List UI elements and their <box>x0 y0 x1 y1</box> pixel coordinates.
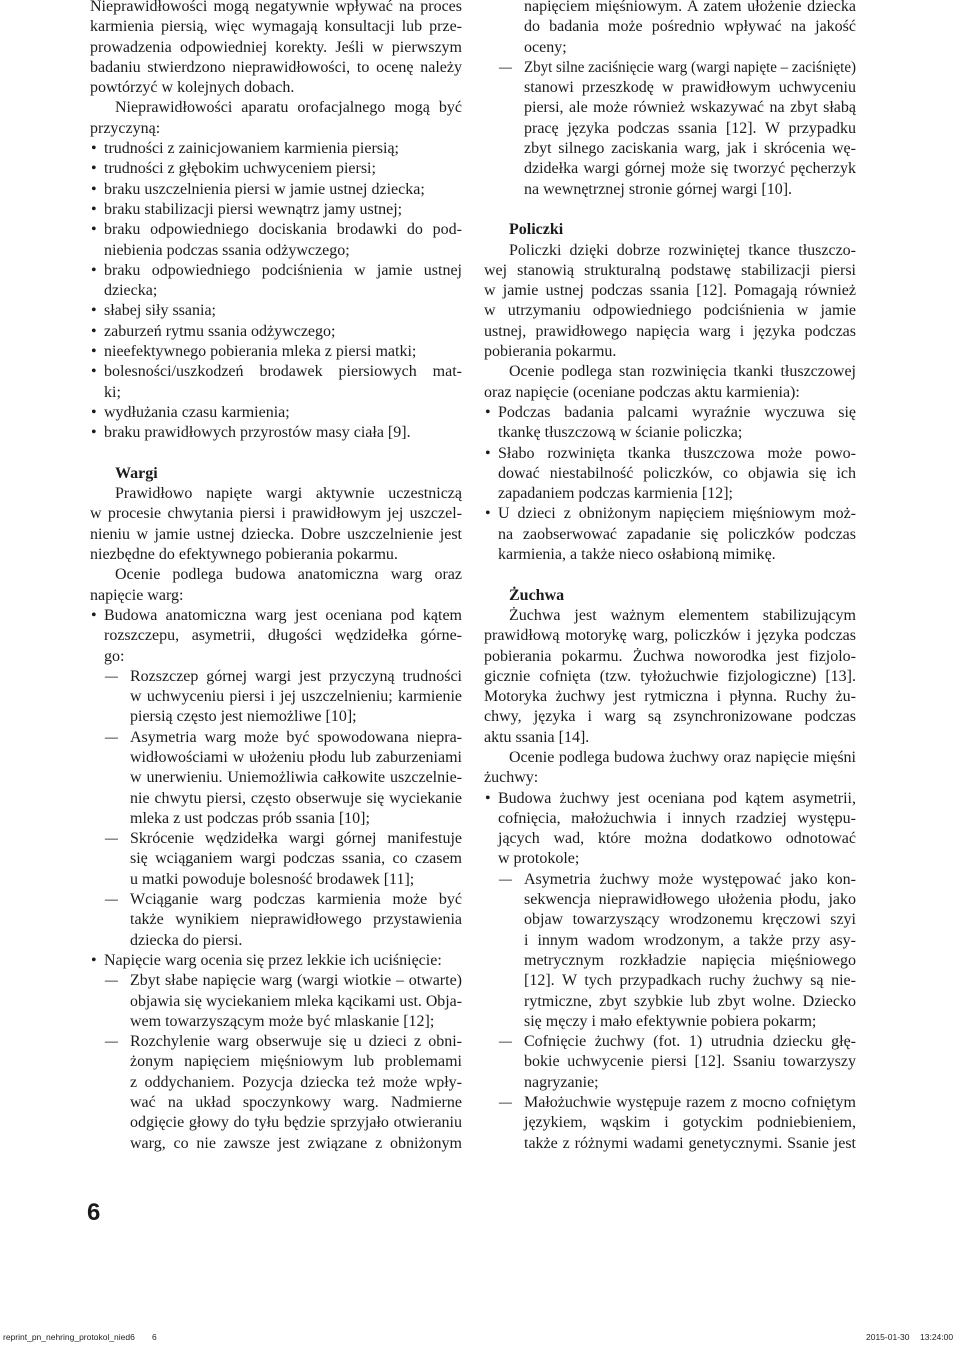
text-line-content: dziecka; <box>104 282 158 300</box>
text-line <box>90 119 462 139</box>
text-line <box>90 423 462 443</box>
text-line <box>484 992 856 1012</box>
bullet-marker: • <box>485 444 491 462</box>
text-line-content: wej stanowią strukturalną podstawę stabilizacji piersi <box>484 261 856 279</box>
text-line-content: dzidełka wargi górnej może się tworzyć pęcherzyk <box>524 160 856 178</box>
text-line-content: także z różnymi wadami genetycznymi. Ssanie jest <box>524 1134 856 1152</box>
text-line <box>90 870 462 890</box>
dash-marker: – <box>105 728 118 746</box>
text-line-content: Napięcie warg ocenia się przez lekkie ich uciśnięcie: <box>104 951 442 969</box>
text-line <box>90 180 462 200</box>
text-line-content: pobierania pokarmu. Żuchwa noworodka jest fizjolo- <box>484 647 856 665</box>
text-line <box>90 322 462 342</box>
text-line-content: Cofnięcie żuchwy (fot. 1) utrudnia dziecku głę- <box>524 1033 856 1051</box>
text-line-content: niebienia podczas ssania odżywczego; <box>104 241 350 259</box>
text-line <box>90 1073 462 1093</box>
text-line-content: Podczas badania palcami wyraźnie wyczuwa się <box>498 403 856 421</box>
bullet-marker: • <box>91 403 97 421</box>
text-line-content: dować niestabilność policzków, co objawia się ich <box>498 464 856 482</box>
text-line <box>90 525 462 545</box>
text-line-content: metrycznym rozkładzie napięcia mięśniowego <box>524 951 856 969</box>
print-slug-page: 6 <box>152 1332 157 1342</box>
bullet-marker: • <box>91 160 97 178</box>
text-line-content: chwy, języka i warg są zsynchronizowane podczas <box>484 708 856 726</box>
text-line <box>484 444 856 464</box>
text-line-content: [12]. W tych przypadkach ruchy żuchwy są nie- <box>524 972 856 990</box>
text-line-content: trudności z głębokim uchwyceniem piersi; <box>104 160 376 178</box>
text-line-content: się wciąganiem wargi podczas ssania, co czasem <box>130 850 462 868</box>
text-line-content: słabej siły ssania; <box>104 302 216 320</box>
text-line <box>484 687 856 707</box>
text-line-content: żuchwy: <box>484 769 539 787</box>
text-line-content: Budowa anatomiczna warg jest oceniana pod kątem <box>104 606 462 624</box>
text-line <box>484 504 856 524</box>
text-line <box>484 667 856 687</box>
text-line-content: także wynikiem nieprawidłowego przystawienia <box>130 911 462 929</box>
text-line <box>484 403 856 423</box>
text-line-content: rytmiczne, zbyt szybkie lub zbyt wolne. Dziecko <box>524 992 856 1010</box>
text-line-content: ustnej, prawidłowego napięcia warg i języka podczas <box>484 322 856 340</box>
text-line-content: sekwencja nieprawidłowego ułożenia płodu, jako <box>524 891 856 909</box>
text-line-content: zaburzeń rytmu ssania odżywczego; <box>104 322 336 340</box>
bullet-marker: • <box>91 424 97 442</box>
paragraph <box>484 748 856 789</box>
text-line-content: bolesności/uszkodzeń brodawek piersiowych mat- <box>104 363 462 381</box>
text-line <box>484 768 856 788</box>
text-line-content: w unerwieniu. Uniemożliwia całkowite uszczelnie- <box>130 769 462 787</box>
text-line-content: nieefektywnego pobierania mleka z piersi matki; <box>104 343 417 361</box>
text-line-content: Ocenie podlega stan rozwinięcia tkanki tłuszczowej <box>509 363 856 381</box>
text-line <box>484 17 856 37</box>
text-line <box>484 180 856 200</box>
section-heading-line <box>484 586 856 606</box>
bullet-marker: • <box>91 180 97 198</box>
text-line <box>484 606 856 626</box>
text-line-content: objaw towarzyszący wrodzonemu kręczowi szyi <box>524 911 856 929</box>
bullet-item <box>90 606 462 667</box>
dash-item <box>484 1093 856 1154</box>
bullet-item <box>90 159 462 179</box>
dash-item <box>90 971 462 1032</box>
text-line <box>90 504 462 524</box>
text-line <box>90 890 462 910</box>
dash-marker: – <box>105 891 118 909</box>
text-line-content: ki; <box>104 383 121 401</box>
print-slug-time: 13:24:00 <box>920 1332 954 1342</box>
text-line-content: do badania może pośrednio wpływać na jakość <box>524 18 856 36</box>
text-line <box>90 768 462 788</box>
text-line <box>484 342 856 362</box>
text-line <box>90 261 462 281</box>
dash-item <box>484 1032 856 1093</box>
text-line <box>90 159 462 179</box>
paragraph <box>484 241 856 363</box>
text-line-content: Policzki dzięki dobrze rozwiniętej tkance tłuszczo- <box>509 241 856 259</box>
text-line <box>90 241 462 261</box>
text-line-content: powtórzyć w kolejnych dobach. <box>90 79 295 97</box>
text-line-content: Zbyt słabe napięcie warg (wargi wiotkie – otwarte) <box>130 972 462 990</box>
bullet-item <box>484 789 856 870</box>
text-line <box>484 383 856 403</box>
text-line-content: Rozchylenie warg obserwuje się u dzieci z obni- <box>130 1033 462 1051</box>
text-line-content: badaniu stwierdzono nieprawidłowości, to ocenę należy <box>90 58 462 76</box>
paragraph <box>90 565 462 606</box>
text-line-content: Prawidłowo napięte wargi aktywnie uczestniczą <box>115 485 462 503</box>
text-line <box>484 1052 856 1072</box>
text-line <box>484 1134 856 1154</box>
text-line <box>484 484 856 504</box>
bullet-item <box>90 322 462 342</box>
text-line <box>484 0 856 17</box>
text-line <box>484 261 856 281</box>
bullet-item <box>484 504 856 565</box>
dash-item <box>90 890 462 951</box>
text-line <box>90 586 462 606</box>
text-line-content: tkankę tłuszczową w ścianie policzka; <box>498 424 743 442</box>
text-line-content: Żuchwa <box>509 586 565 604</box>
section-heading-line <box>90 464 462 484</box>
text-line-content: Asymetria żuchwy może występować jako kon- <box>524 870 856 888</box>
text-line-content: braku stabilizacji piersi wewnątrz jamy ustnej; <box>104 200 403 218</box>
dash-item <box>484 870 856 1032</box>
bullet-item <box>90 951 462 971</box>
text-line <box>90 545 462 565</box>
text-line-content: braku prawidłowych przyrostów masy ciała [9]. <box>104 424 411 442</box>
text-line <box>484 971 856 991</box>
text-line <box>484 301 856 321</box>
text-line <box>90 728 462 748</box>
text-line-content: w uchwyceniu piersi i jej uszczelnieniu; karmienie <box>130 688 462 706</box>
section-heading <box>484 220 856 240</box>
paragraph <box>90 484 462 565</box>
text-line-content: napięciem mięśniowym. A zatem ułożenie dziecka <box>524 0 856 15</box>
text-line-content: karmienia piersią, więc wymagają konsultacji lub prze- <box>90 18 462 36</box>
bullet-item <box>90 301 462 321</box>
text-line <box>484 38 856 58</box>
text-line <box>484 241 856 261</box>
text-line-content: nie chwytu piersi, często obserwuje się wyciekanie <box>130 789 462 807</box>
dash-item <box>90 1032 462 1154</box>
text-line-content: zbyt silnego zaciskania warg, jak i skrócenia wę- <box>524 140 856 158</box>
text-line-content: Rozszczep górnej wargi jest przyczyną trudności <box>130 667 462 685</box>
text-line-content: rozszczepu, asymetrii, długości wędzidełka górne- <box>104 627 462 645</box>
text-line <box>484 849 856 869</box>
text-line <box>484 809 856 829</box>
text-line <box>484 626 856 646</box>
dash-marker: – <box>499 870 512 888</box>
text-line <box>90 281 462 301</box>
text-line <box>90 1012 462 1032</box>
bullet-item <box>90 139 462 159</box>
text-line-content: warg, co nie zawsze jest związane z obniżonym <box>130 1134 462 1152</box>
text-line-content: Ocenie podlega budowa anatomiczna warg oraz <box>115 566 462 584</box>
text-line <box>484 159 856 179</box>
text-line-content: Wargi <box>115 464 158 482</box>
text-line-content: przyczyną: <box>90 119 161 137</box>
text-line-content: gicznie cofnięta (tzw. tyłożuchwie fizjologiczne) [13]. <box>484 667 856 685</box>
text-line-content: mleka z ust podczas prób ssania [10]; <box>130 809 370 827</box>
text-line-content: Policzki <box>509 221 564 239</box>
bullet-marker: • <box>485 505 491 523</box>
text-line <box>90 78 462 98</box>
text-line-content: się męczy i mało efektywnie pobiera pokarm; <box>524 1012 817 1030</box>
text-line-content: wydłużania czasu karmienia; <box>104 403 290 421</box>
bullet-marker: • <box>91 221 97 239</box>
bullet-item <box>90 220 462 261</box>
text-line-content: Nieprawidłowości aparatu orofacjalnego mogą być <box>115 99 462 117</box>
text-line <box>90 301 462 321</box>
text-line-content: na zaobserwować zapadanie się policzków podczas <box>498 525 856 543</box>
text-line-content: w procesie chwytania piersi i prawidłowym jej uszczel- <box>90 505 462 523</box>
text-line-content: Ocenie podlega budowa żuchwy oraz napięcie mięśni <box>509 748 856 766</box>
text-line <box>90 910 462 930</box>
text-line <box>90 362 462 382</box>
text-line <box>484 464 856 484</box>
text-line <box>484 829 856 849</box>
text-line <box>90 1113 462 1133</box>
text-line-content: oraz napięcie (oceniane podczas aktu karmienia): <box>484 383 800 401</box>
bullet-item <box>90 362 462 403</box>
text-line-content: Wciąganie warg podczas karmienia może być <box>130 891 462 909</box>
text-line-content: braku uszczelnienia piersi w jamie ustnej dziecka; <box>104 180 425 198</box>
text-line-content: niezbędne do efektywnego pobierania pokarmu. <box>90 546 398 564</box>
text-line-content: żonym napięciem mięśniowym lub problemami <box>130 1053 462 1071</box>
text-line <box>90 951 462 971</box>
bullet-item <box>90 403 462 423</box>
text-line <box>484 362 856 382</box>
text-line-content: bokie uchwycenie piersi [12]. Ssaniu towarzyszy <box>524 1053 856 1071</box>
text-line <box>90 626 462 646</box>
text-line-content: Nieprawidłowości mogą negatywnie wpływać na proces <box>90 0 462 15</box>
text-line <box>484 423 856 443</box>
text-line-content: karmienia, a także nieco osłabioną mimikę. <box>498 546 776 564</box>
text-line <box>90 383 462 403</box>
text-line <box>484 931 856 951</box>
text-line <box>90 687 462 707</box>
bullet-item <box>90 261 462 302</box>
page-number: 6 <box>87 1199 101 1226</box>
text-line <box>484 545 856 565</box>
text-line <box>90 789 462 809</box>
text-line-content: widłowościami w ułożeniu płodu lub zaburzeniami <box>130 748 462 766</box>
text-line-content: piersią często jest niemożliwe [10]; <box>130 708 357 726</box>
text-line-content: wem towarzyszącym może być mlaskanie [12]; <box>130 1012 435 1030</box>
section-heading <box>90 464 462 484</box>
dash-marker: – <box>499 1094 512 1112</box>
text-line-content: braku odpowiedniego dociskania brodawki do pod- <box>104 221 462 239</box>
text-line-content: Asymetria warg może być spowodowana niepra- <box>130 728 462 746</box>
text-line-content: Zbyt silne zaciśnięcie warg (wargi napięte – zaciśnięte) <box>524 58 856 76</box>
text-line-content: pracę języka podczas ssania [12]. W przypadku <box>524 119 856 137</box>
text-line-content: Budowa żuchwy jest oceniana pod kątem asymetrii, <box>498 789 856 807</box>
paragraph <box>484 362 856 403</box>
text-line-content: u matki powoduje bolesność brodawek [11]; <box>130 870 415 888</box>
text-line-content: stanowi przeszkodę w prawidłowym uchwyceniu <box>524 79 856 97</box>
text-line-content: nagryzanie; <box>524 1073 599 1091</box>
section-heading <box>484 586 856 606</box>
text-line <box>90 342 462 362</box>
text-line <box>90 484 462 504</box>
text-line-content: z oddychaniem. Pozycja dziecka też może wpły- <box>130 1073 462 1091</box>
dash-item <box>90 667 462 728</box>
text-line <box>484 139 856 159</box>
print-slug-filename: reprint_pn_nehring_protokol_nied6 <box>3 1332 135 1342</box>
text-line <box>90 38 462 58</box>
text-line-content: językiem, wąskim i gotyckim podniebieniem, <box>524 1114 856 1132</box>
text-line <box>484 1113 856 1133</box>
text-line-content: na wewnętrznej stronie górnej wargi [10]. <box>524 180 793 198</box>
text-line <box>484 1073 856 1093</box>
left-column <box>90 0 462 1154</box>
bullet-item <box>90 423 462 443</box>
dash-marker: – <box>499 1033 512 1051</box>
bullet-marker: • <box>91 363 97 381</box>
text-line <box>484 78 856 98</box>
text-line <box>484 728 856 748</box>
text-line-content: cofnięcia, małożuchwia i innych rzadziej występu- <box>498 809 856 827</box>
text-line-content: w jamie ustnej podczas ssania [12]. Pomagają również <box>484 282 856 300</box>
text-line-content: nieniu w jamie ustnej dziecka. Dobre uszczelnienie jest <box>90 525 462 543</box>
bullet-marker: • <box>91 140 97 158</box>
text-line-content: Żuchwa jest ważnym elementem stabilizującym <box>509 606 856 624</box>
right-column <box>484 0 856 1154</box>
text-line <box>90 565 462 585</box>
bullet-marker: • <box>91 951 97 969</box>
dash-item-continued <box>484 0 856 58</box>
paragraph <box>90 98 462 139</box>
text-line-content: jących wad, które można dodatkowo odnotować <box>498 830 856 848</box>
text-line <box>484 98 856 118</box>
text-line <box>90 707 462 727</box>
dash-marker: – <box>105 667 118 685</box>
text-line <box>484 789 856 809</box>
text-line-content: prawidłową motorykę warg, policzków i języka podczas <box>484 627 856 645</box>
text-line <box>484 525 856 545</box>
text-line-content: objawia się wyciekaniem mleka kącikami ust. Obja- <box>130 992 462 1010</box>
text-line <box>90 667 462 687</box>
bullet-marker: • <box>91 302 97 320</box>
text-line <box>90 1093 462 1113</box>
bullet-item <box>90 180 462 200</box>
text-line <box>90 17 462 37</box>
text-line <box>484 1032 856 1052</box>
text-line <box>90 849 462 869</box>
text-line <box>90 0 462 17</box>
text-line <box>90 606 462 626</box>
text-line <box>90 931 462 951</box>
text-line <box>484 322 856 342</box>
text-line-content: Motoryka żuchwy jest rytmiczna i płynna. Ruchy żu- <box>484 688 856 706</box>
bullet-marker: • <box>91 322 97 340</box>
bullet-marker: • <box>91 606 97 624</box>
text-line-content: Słabo rozwinięta tkanka tłuszczowa może powo- <box>498 444 856 462</box>
dash-marker: – <box>105 830 118 848</box>
text-line <box>90 971 462 991</box>
text-line-content: Skrócenie wędzidełka wargi górnej manifestuje <box>130 830 462 848</box>
text-line-content: napięcie warg: <box>90 586 184 604</box>
bullet-item <box>484 403 856 444</box>
text-line-content: aktu ssania [14]. <box>484 728 590 746</box>
text-line <box>484 890 856 910</box>
text-line <box>484 119 856 139</box>
text-line-content: Małożuchwie występuje razem z mocno cofniętym <box>524 1094 856 1112</box>
bullet-marker: • <box>91 261 97 279</box>
text-line <box>90 647 462 667</box>
text-line <box>484 1012 856 1032</box>
print-slug-date: 2015-01-30 <box>866 1332 910 1342</box>
text-line-content: odgięcie głowy do tyłu będzie sprzyjało otwieraniu <box>130 1114 462 1132</box>
text-line <box>90 748 462 768</box>
bullet-marker: • <box>485 403 491 421</box>
text-line <box>484 281 856 301</box>
bullet-marker: • <box>485 789 491 807</box>
text-line <box>484 748 856 768</box>
dash-marker: – <box>105 972 118 990</box>
dash-item <box>484 58 856 200</box>
dash-marker: – <box>105 1033 118 1051</box>
text-line <box>484 870 856 890</box>
text-line-content: i innym wadom wrodzonym, a także przy asy- <box>524 931 856 949</box>
text-line <box>90 829 462 849</box>
text-line <box>484 58 856 78</box>
text-line-content: prowadzenia odpowiedniej korekty. Jeśli w pierwszym <box>90 38 462 56</box>
bullet-item <box>90 342 462 362</box>
text-line-content: go: <box>104 647 125 665</box>
text-line <box>484 1093 856 1113</box>
paragraph <box>484 606 856 748</box>
text-line <box>484 707 856 727</box>
text-line-content: pobierania pokarmu. <box>484 343 617 361</box>
text-line <box>484 951 856 971</box>
text-line-content: oceny; <box>524 38 567 56</box>
text-line <box>90 139 462 159</box>
dash-item <box>90 829 462 890</box>
text-line-content: w utrzymaniu odpowiedniego podciśnienia w jamie <box>484 302 856 320</box>
text-line <box>90 992 462 1012</box>
text-line <box>90 58 462 78</box>
text-line-content: wać na układ spoczynkowy warg. Nadmierne <box>130 1094 462 1112</box>
text-line-content: braku odpowiedniego podciśnienia w jamie ustnej <box>104 261 462 279</box>
text-line <box>90 220 462 240</box>
bullet-item <box>484 444 856 505</box>
text-line-content: w protokole; <box>498 850 580 868</box>
text-line <box>90 1052 462 1072</box>
bullet-item <box>90 200 462 220</box>
text-line <box>90 98 462 118</box>
dash-marker: – <box>499 58 512 76</box>
text-line <box>90 1134 462 1154</box>
text-line-content: zapadaniem podczas karmienia [12]; <box>498 485 733 503</box>
dash-item <box>90 728 462 829</box>
text-line <box>90 403 462 423</box>
paragraph-continued <box>90 0 462 98</box>
text-line <box>484 910 856 930</box>
text-line <box>484 647 856 667</box>
text-line <box>90 200 462 220</box>
text-line <box>90 809 462 829</box>
bullet-marker: • <box>91 200 97 218</box>
section-heading-line <box>484 220 856 240</box>
text-line-content: piersi, ale może również wskazywać na zbyt słabą <box>524 99 856 117</box>
text-line-content: dziecka do piersi. <box>130 931 243 949</box>
text-line-content: U dzieci z obniżonym napięciem mięśniowym moż- <box>498 505 856 523</box>
text-line-content: trudności z zainicjowaniem karmienia piersią; <box>104 140 399 158</box>
bullet-marker: • <box>91 343 97 361</box>
text-line <box>90 1032 462 1052</box>
